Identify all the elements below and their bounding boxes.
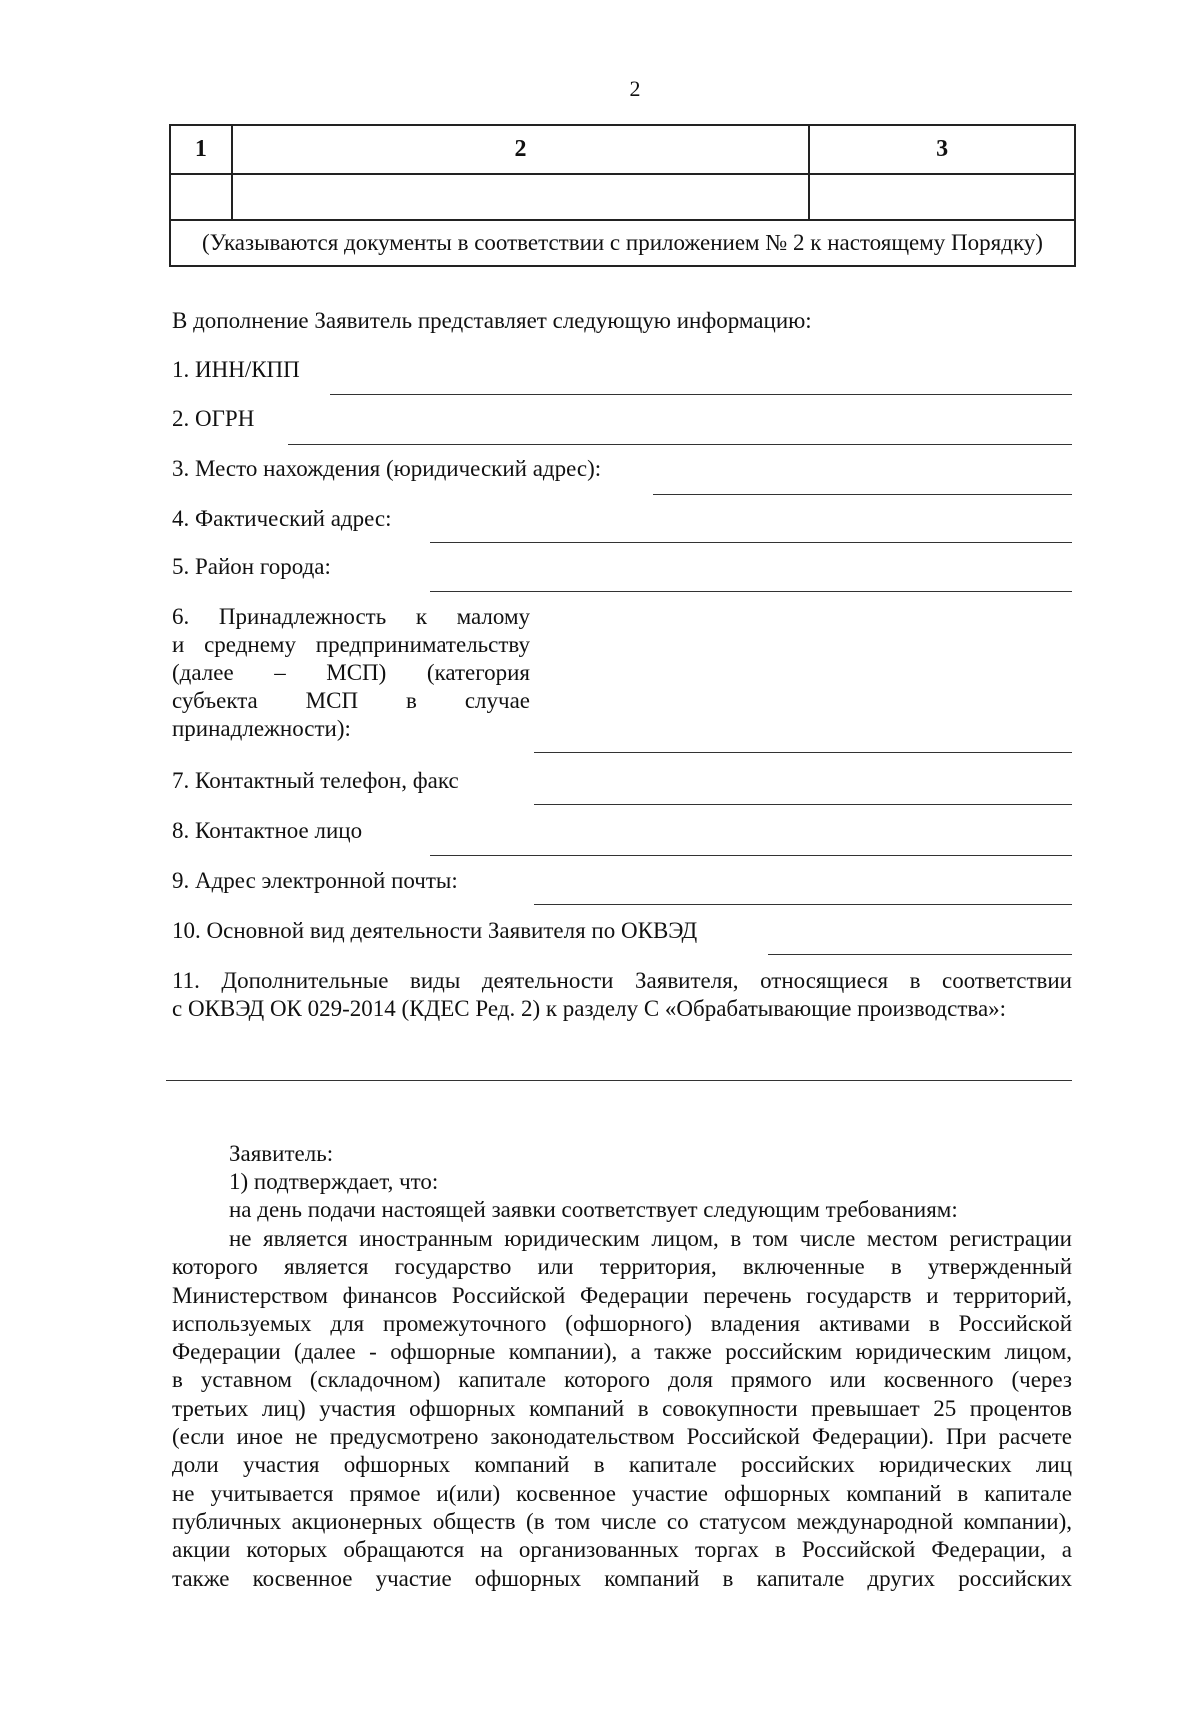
applicant-lead: на день подачи настоящей заявки соответствует следующим требованиям: [229,1197,958,1222]
applicant-paragraph [172,1225,1072,1593]
table-cell[interactable] [809,174,1075,220]
table-header-cell: 3 [809,125,1075,174]
field-label-actual-address: 4. Фактический адрес: [172,506,392,531]
table-cell[interactable] [232,174,809,220]
msp-line: и среднему предпринимательству [172,632,530,657]
paragraph-line: акции которых обращаются на организованных торгах в Российской Федерации, а [172,1537,1072,1563]
field-label-legal-address: 3. Место нахождения (юридический адрес): [172,456,602,481]
field-label-additional-okved [172,967,1072,1023]
table-row [170,174,1075,220]
field-line-additional-okved[interactable] [166,1080,1072,1081]
field-line-phone[interactable] [534,804,1072,805]
table-note: (Указываются документы в соответствии с приложением № 2 к настоящему Порядку) [170,220,1075,266]
applicant-item-1: 1) подтверждает, что: [229,1169,439,1194]
field-line-district[interactable] [430,591,1072,592]
field-label-ogrn: 2. ОГРН [172,406,255,431]
table-header-cell: 1 [170,125,232,174]
field-line-email[interactable] [534,904,1072,905]
field-line-legal-address[interactable] [653,494,1072,495]
table-header-row [170,125,1075,174]
page-number: 2 [629,76,641,101]
msp-line: 6. Принадлежность к малому [172,604,530,629]
field-line-ogrn[interactable] [288,444,1072,445]
msp-line: субъекта МСП в случае [172,688,530,713]
paragraph-line: также косвенное участие офшорных компаний в капитале других российских [172,1565,1072,1591]
field-line-actual-address[interactable] [430,542,1072,543]
field-line-contact[interactable] [430,855,1072,856]
field-label-msp [172,603,530,743]
paragraph-line: Министерством финансов Российской Федерации перечень государств и территорий, [172,1282,1072,1308]
msp-line: принадлежности): [172,716,351,741]
field-label-okved: 10. Основной вид деятельности Заявителя по ОКВЭД [172,918,698,943]
paragraph-line: (если иное не предусмотрено законодательством Российской Федерации). При расчете [172,1424,1072,1450]
paragraph-line: третьих лиц) участия офшорных компаний в совокупности превышает 25 процентов [172,1395,1072,1421]
field-label-phone: 7. Контактный телефон, факс [172,768,459,793]
paragraph-line: не учитывается прямое и(или) косвенное участие офшорных компаний в капитале [172,1480,1072,1506]
field-label-email: 9. Адрес электронной почты: [172,868,458,893]
intro-text: В дополнение Заявитель представляет следующую информацию: [172,308,812,333]
applicant-title: Заявитель: [229,1141,334,1166]
paragraph-line: Федерации (далее - офшорные компании), а также российским юридическим лицом, [172,1339,1072,1365]
documents-table [169,124,1076,267]
paragraph-line: которого является государство или территория, включенные в утвержденный [172,1254,1072,1280]
paragraph-line: публичных акционерных обществ (в том числе со статусом международной компании), [172,1508,1072,1534]
field-label-inn: 1. ИНН/КПП [172,357,300,382]
msp-line: (далее – МСП) (категория [172,660,530,685]
paragraph-line: используемых для промежуточного (офшорного) владения активами в Российской [172,1310,1072,1336]
field-line-okved[interactable] [768,954,1072,955]
okved-line: с ОКВЭД ОК 029-2014 (КДЕС Ред. 2) к разделу С «Обрабатывающие производства»: [172,996,1007,1021]
paragraph-line: не является иностранным юридическим лицом, в том числе местом регистрации [229,1226,1072,1251]
okved-line: 11. Дополнительные виды деятельности Заявителя, относящиеся в соответствии [172,968,1072,993]
field-line-msp[interactable] [534,752,1072,753]
field-label-district: 5. Район города: [172,554,331,579]
paragraph-line: в уставном (складочном) капитале которого доля прямого или косвенного (через [172,1367,1072,1393]
table-note-row [170,220,1075,266]
paragraph-line: доли участия офшорных компаний в капитале российских юридических лиц [172,1452,1072,1478]
field-line-inn[interactable] [330,394,1072,395]
table-cell[interactable] [170,174,232,220]
table-header-cell: 2 [232,125,809,174]
field-label-contact: 8. Контактное лицо [172,818,363,843]
